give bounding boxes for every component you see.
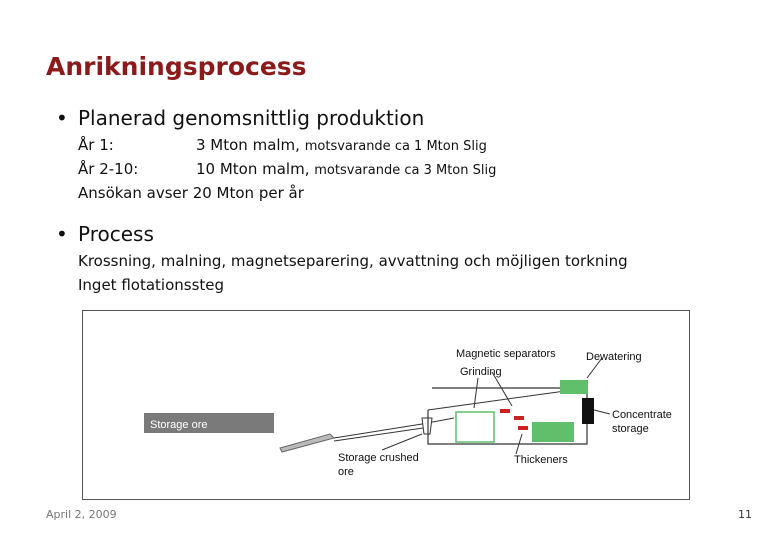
process-line-2: Inget flotationssteg [78, 276, 225, 294]
storage-crushed-ore-label: ore [338, 466, 354, 478]
bullet-process [56, 222, 154, 246]
production-row-1 [78, 136, 114, 154]
dewatering-label: Dewatering [586, 351, 642, 363]
process-line-1: Krossning, malning, magnetseparering, avvattning och möjligen torkning [78, 252, 628, 270]
storage-ore-label: Storage ore [150, 419, 208, 431]
magnetic-separators-label: Magnetic separators [456, 348, 556, 360]
magnetic-separator-2 [514, 416, 524, 420]
production-row-2 [78, 160, 138, 178]
production-row-1-main: 3 Mton malm, [196, 136, 300, 154]
production-row-1-label: År 1: [78, 136, 114, 154]
magnetic-separator-3 [518, 426, 528, 430]
production-row-1-detail: motsvarande ca 1 Mton Slig [304, 139, 487, 154]
process-diagram [82, 310, 690, 500]
production-note: Ansökan avser 20 Mton per år [78, 184, 304, 202]
storage-crushed-label: Storage crushed [338, 452, 419, 464]
magnetic-separator-1 [500, 409, 510, 413]
page-number: 11 [738, 508, 752, 521]
production-row-2-label: År 2-10: [78, 160, 139, 178]
production-row-2-main: 10 Mton malm, [196, 160, 310, 178]
diagram-frame [83, 311, 690, 500]
bullet-heading-process: Process [78, 222, 154, 246]
crushed-ore-hopper [422, 418, 432, 434]
bullet-dot-icon: • [56, 106, 68, 130]
production-row-2-values [196, 160, 496, 178]
dewatering-unit [560, 380, 588, 394]
concentrate-storage-label: storage [612, 423, 649, 435]
production-row-2-detail: motsvarande ca 3 Mton Slig [314, 163, 497, 178]
thickener [532, 422, 574, 442]
slide-title: Anrikningsprocess [46, 52, 307, 81]
bullet-production [56, 106, 424, 130]
bullet-dot-icon: • [56, 222, 68, 246]
concentrate-label: Concentrate [612, 409, 672, 421]
grinding-label: Grinding [460, 366, 502, 378]
concentrate-storage [582, 398, 594, 424]
bullet-heading-production: Planerad genomsnittlig produktion [78, 106, 425, 130]
footer-date: April 2, 2009 [46, 508, 117, 521]
thickeners-label: Thickeners [514, 454, 568, 466]
production-row-1-values [196, 136, 487, 154]
